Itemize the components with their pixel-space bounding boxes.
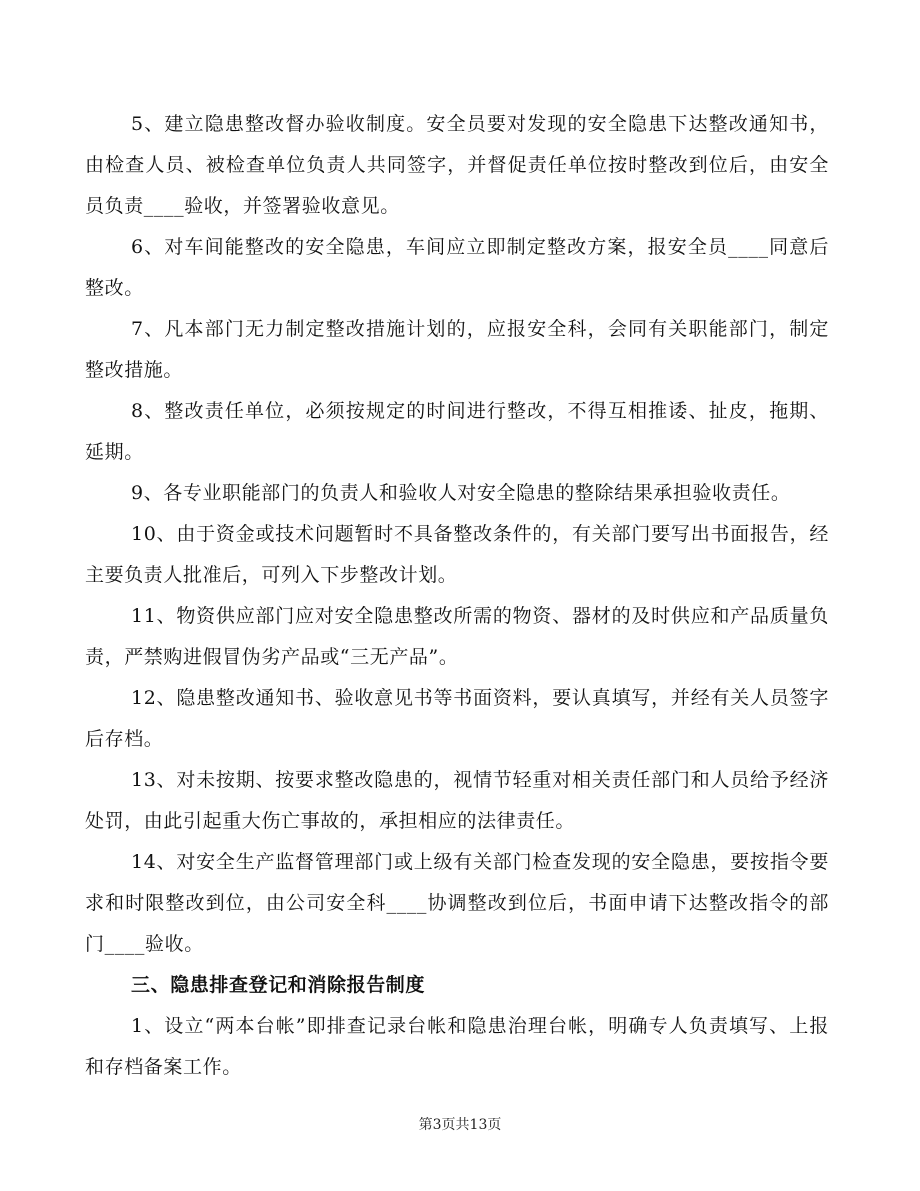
document-body <box>85 104 829 1088</box>
page-number: 第3页共13页 <box>418 1117 502 1133</box>
paragraph-item-11: 11、物资供应部门应对安全隐患整改所需的物资、器材的及时供应和产品质量负责，严禁购进假冒伪劣产品或“三无产品”。 <box>85 605 829 668</box>
paragraph-item-10: 10、由于资金或技术问题暂时不具备整改条件的，有关部门要写出书面报告，经主要负责人批准后，可列入下步整改计划。 <box>85 523 829 586</box>
paragraph-item-8: 8、整改责任单位，必须按规定的时间进行整改，不得互相推诿、扯皮，拖期、延期。 <box>85 400 829 463</box>
paragraph-item-14: 14、对安全生产监督管理部门或上级有关部门检查发现的安全隐患，要按指令要求和时限整改到位，由公司安全科____协调整改到位后，书面申请下达整改指令的部门____验收。 <box>85 851 829 955</box>
paragraph-item-5: 5、建立隐患整改督办验收制度。安全员要对发现的安全隐患下达整改通知书，由检查人员、被检查单位负责人共同签字，并督促责任单位按时整改到位后，由安全员负责____验收，并签署验收意见。 <box>85 113 829 217</box>
paragraph-item-13: 13、对未按期、按要求整改隐患的，视情节轻重对相关责任部门和人员给予经济处罚，由此引起重大伤亡事故的，承担相应的法律责任。 <box>85 769 829 832</box>
section-heading: 三、隐患排查登记和消除报告制度 <box>131 974 426 996</box>
paragraph-item-12: 12、隐患整改通知书、验收意见书等书面资料，要认真填写，并经有关人员签字后存档。 <box>85 687 829 750</box>
section-paragraph-1: 1、设立“两本台帐”即排查记录台帐和隐患治理台帐，明确专人负责填写、上报和存档备案工作。 <box>85 1015 829 1078</box>
paragraph-item-6: 6、对车间能整改的安全隐患，车间应立即制定整改方案，报安全员____同意后整改。 <box>85 236 829 299</box>
paragraph-item-7: 7、凡本部门无力制定整改措施计划的，应报安全科，会同有关职能部门，制定整改措施。 <box>85 318 829 381</box>
paragraph-item-9: 9、各专业职能部门的负责人和验收人对安全隐患的整除结果承担验收责任。 <box>131 482 791 504</box>
